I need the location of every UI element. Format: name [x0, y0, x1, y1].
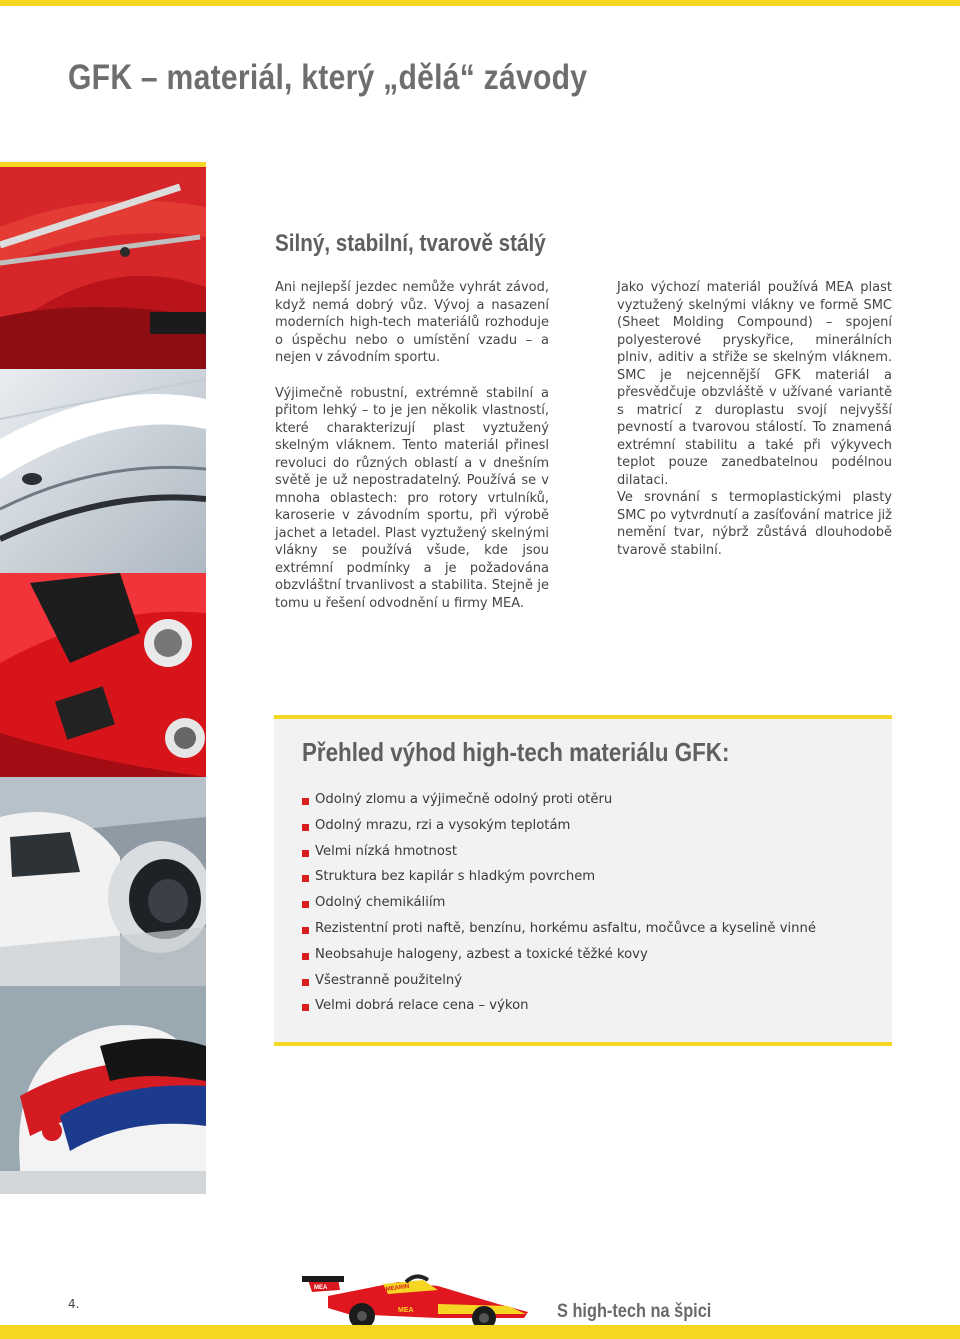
car-body-label: MEARIN: [385, 1283, 410, 1293]
list-item-text: Odolný zlomu a výjimečně odolný proti otěru: [315, 792, 613, 807]
bottom-accent-bar: [0, 1325, 960, 1339]
section-heading: Silný, stabilní, tvarově stálý: [275, 230, 546, 257]
bullet-square-icon: [302, 979, 309, 986]
advantages-box: [274, 715, 892, 1046]
bullet-square-icon: [302, 850, 309, 857]
page-number: 4.: [68, 1297, 80, 1311]
list-item-text: Velmi dobrá relace cena – výkon: [315, 998, 529, 1014]
list-item: [302, 972, 816, 998]
list-item-text: Rezistentní proti naftě, benzínu, horkému asfaltu, močůvce a kyselině vinné: [315, 920, 816, 936]
bullet-square-icon: [302, 824, 309, 831]
boat-deck-image: [0, 167, 206, 369]
top-accent-bar: [0, 0, 960, 6]
list-item: [302, 843, 816, 869]
paragraph: Ani nejlepší jezdec nemůže vyhrát závod, když nemá dobrý vůz. Vývoj a nasazení moderních high-tech materiálů rozhoduje o úspěchu nebo o umístění vzadu – a nejen v závodním sportu.: [275, 280, 549, 365]
list-item-text: Velmi nízká hmotnost: [315, 843, 458, 859]
list-item: [302, 817, 816, 843]
list-item-text: Neobsahuje halogeny, azbest a toxické těžké kovy: [315, 946, 648, 962]
advantages-list: [302, 791, 816, 1023]
list-item-text: Odolný chemikáliím: [315, 895, 446, 911]
paragraph: Výjimečně robustní, extrémně stabilní a přitom lehký – to je jen několik vlastností, které charakterizují plast vyztužený skelným vláknem. Tento materiál přinesl revoluci do různých oblastí a v dnešním světě je už nepostradatelný. Používá se v mnoha oblastech: pro rotory vrtulníků, karoserie v závodním sportu, při výrobě jachet a letadel. Plast vyztužený skelnými vlákny se používá všude, kde jsou extrémní podmínky a je požadována obzvláštní trvanlivost a stabilita. Stejně je tomu u řešení odvodnění u firmy MEA.: [275, 385, 549, 611]
list-item-text: Odolný mrazu, rzi a vysokým teplotám: [315, 817, 571, 833]
left-text-column: [275, 279, 549, 612]
list-item: [302, 946, 816, 972]
formula-car-image: [288, 1268, 534, 1332]
paragraph: Ve srovnání s termoplastickými plasty SMC po vytvrdnutí a zasíťování matrice již nemění tvar, nýbrž zůstává dlouhodobě tvarově stabilní.: [617, 490, 892, 558]
list-item: [302, 868, 816, 894]
paragraph: Jako výchozí materiál používá MEA plast vyztužený skelnými vlákny ve formě SMC (Sheet Molding Compound) – spojení polyesterové pryskyřice, minerálních plniv, aditiv a střiže se skelným vláknem. SMC je nejcennější GFK materiál a přesvědčuje obzvláště v užívané variantě s matricí z duroplastu svojí nejvyšší pevností a tvarovou stálostí. To znamená extrémní stabilitu a také při výkyvech teplot pouze zanedbatelnou podélnou dilataci.: [617, 280, 892, 488]
advantages-heading: Přehled výhod high-tech materiálu GFK:: [302, 737, 730, 767]
image-strip: [0, 162, 206, 1194]
bullet-square-icon: [302, 953, 309, 960]
racing-helmet-image: [0, 986, 206, 1194]
bullet-square-icon: [302, 798, 309, 805]
airplane-image: [0, 777, 206, 986]
page-title: GFK – materiál, který „dělá“ závody: [68, 58, 588, 97]
bullet-square-icon: [302, 1004, 309, 1011]
bullet-square-icon: [302, 901, 309, 908]
list-item-text: Struktura bez kapilár s hladkým povrchem: [315, 869, 596, 885]
list-item: [302, 920, 816, 946]
right-text-column: [617, 279, 892, 559]
yacht-hull-image: [0, 369, 206, 573]
list-item: [302, 894, 816, 920]
list-item: [302, 791, 816, 817]
bullet-square-icon: [302, 875, 309, 882]
bullet-square-icon: [302, 927, 309, 934]
footer-tagline: S high-tech na špici: [557, 1301, 712, 1322]
list-item-text: Všestranně použitelný: [315, 972, 463, 988]
car-wing-label: MEA: [314, 1285, 328, 1291]
car-sidepod-label: MEA: [398, 1307, 414, 1314]
list-item: [302, 997, 816, 1023]
race-car-body-image: [0, 573, 206, 777]
